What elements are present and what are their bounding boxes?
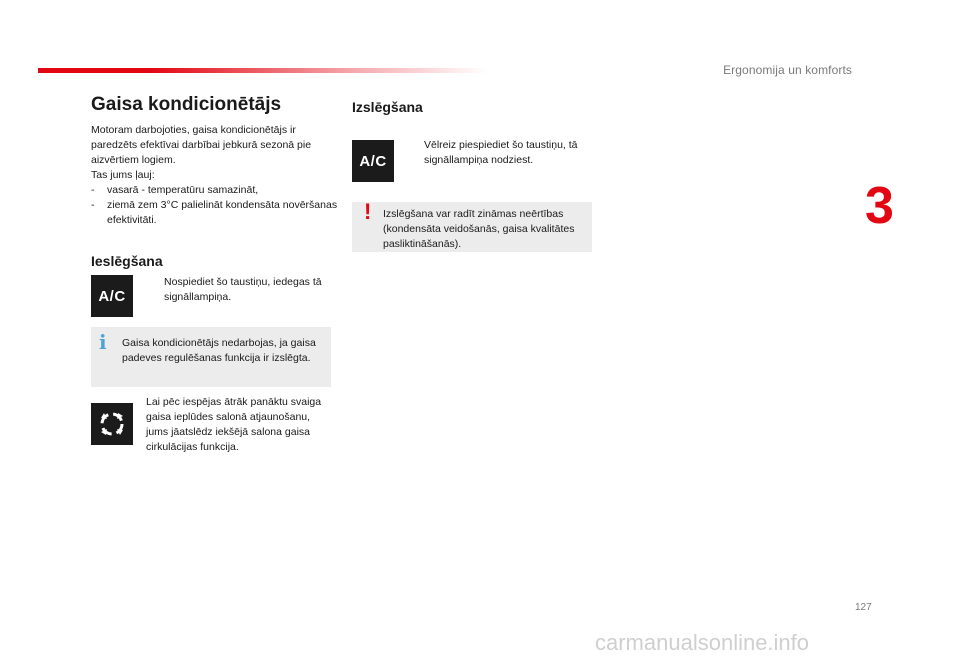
- page-title: Gaisa kondicionētājs: [91, 94, 282, 115]
- recirculation-text: Lai pēc iespējas ātrāk panāktu svaiga gaisa ieplūdes salonā atjaunošanu, jums jāatslēdz iekšējā salona gaisa cirkulācijas funkcija.: [146, 396, 322, 453]
- instruction-text: Nospiediet šo taustiņu, iedegas tā signāllampiņa.: [164, 276, 322, 303]
- section-title-izslegsana: Izslēgšana: [352, 99, 423, 115]
- bullet-icon: [406, 138, 424, 168]
- chapter-number: 3: [865, 177, 894, 235]
- section-title-ieslegsana: Ieslēgšana: [91, 253, 163, 269]
- list-item: [91, 198, 341, 228]
- list-item-text: ziemā zem 3°C palielināt kondensāta novēršanas efektivitāti.: [107, 199, 338, 226]
- info-icon: i: [99, 330, 107, 354]
- intro-line: Tas jums ļauj:: [91, 169, 155, 181]
- air-recirculation-icon: [91, 403, 133, 445]
- page-number: 127: [855, 602, 872, 613]
- list-item: [91, 183, 341, 198]
- intro-paragraph: [91, 123, 341, 228]
- instruction-ieslegsana: [146, 275, 331, 305]
- header-accent-bar: [38, 68, 488, 73]
- info-note-box: [91, 327, 331, 387]
- instruction-text: Vēlreiz piespiediet šo taustiņu, tā signāllampiņa nodziest.: [424, 139, 578, 166]
- list-dash: -: [91, 199, 95, 211]
- info-note-text: Gaisa kondicionētājs nedarbojas, ja gaisa padeves regulēšanas funkcija ir izslēgta.: [122, 337, 316, 364]
- ac-button-icon: A/C: [91, 275, 133, 317]
- warning-icon: !: [364, 199, 372, 224]
- ac-button-icon: A/C: [352, 140, 394, 182]
- instruction-izslegsana: [406, 138, 591, 168]
- list-dash: -: [91, 184, 95, 196]
- warning-note-box: [352, 199, 592, 252]
- warning-note-text: Izslēgšana var radīt zināmas neērtības (kondensāta veidošanās, gaisa kvalitātes pasliktināšanās).: [383, 208, 575, 250]
- intro-line: Motoram darbojoties, gaisa kondicionētājs ir paredzēts efektīvai darbībai jebkurā sezonā pie aizvērtiem logiem.: [91, 124, 312, 166]
- watermark: carmanualsonline.info: [595, 630, 810, 655]
- bullet-icon: [146, 275, 164, 305]
- list-item-text: vasarā - temperatūru samazināt,: [107, 184, 259, 196]
- section-header-title: Ergonomija un komforts: [723, 63, 852, 77]
